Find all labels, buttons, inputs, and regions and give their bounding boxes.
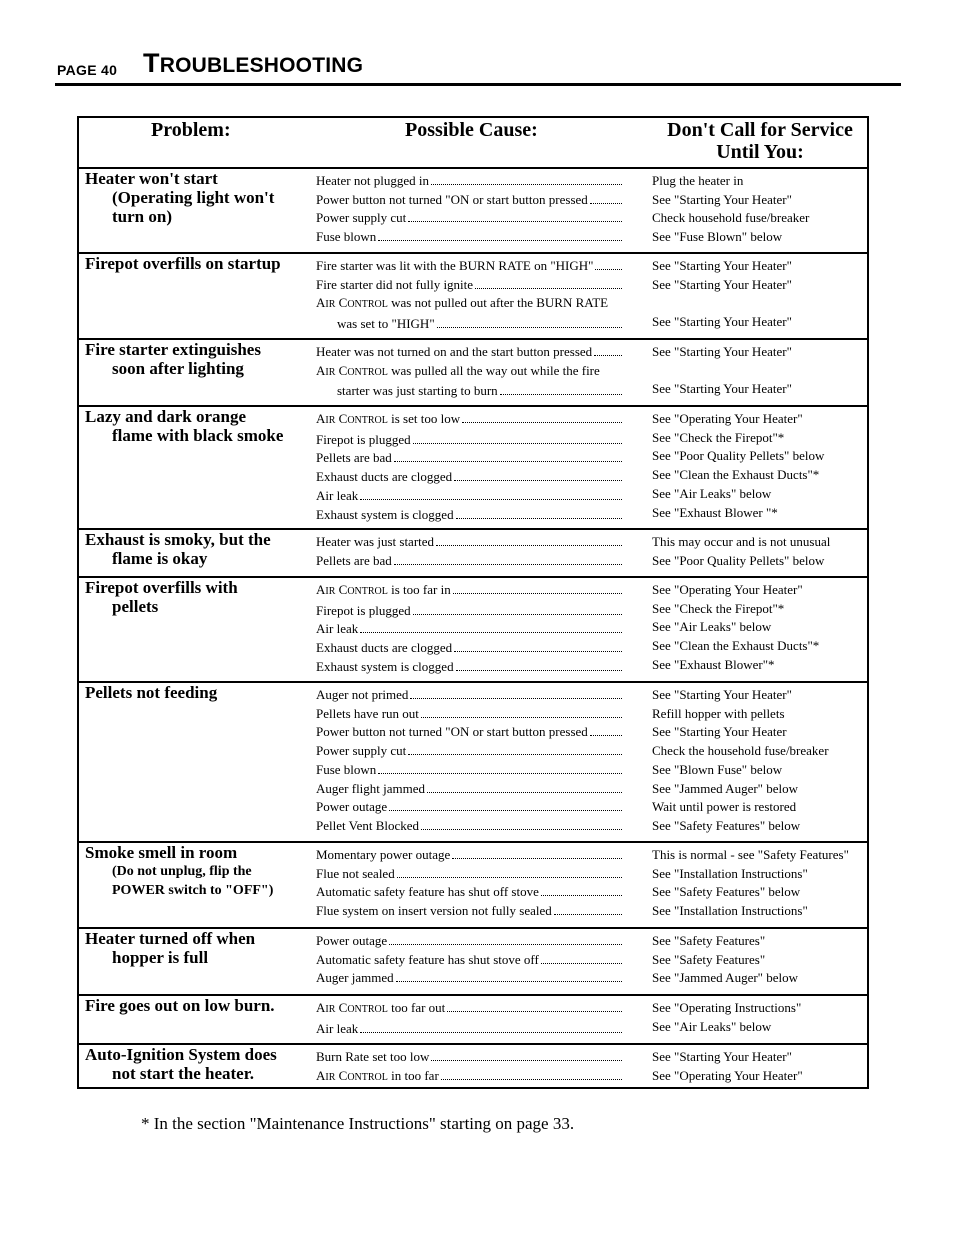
cause-cell: [316, 846, 622, 921]
service-item: Refill hopper with pellets: [652, 705, 785, 721]
service-item: See "Check the Firepot"*: [652, 429, 785, 445]
problem-note: POWER switch to "OFF"): [112, 883, 274, 898]
cause-item: [316, 468, 622, 487]
cause-text: Fire starter did not fully ignite: [316, 276, 474, 292]
service-cell: [652, 533, 870, 570]
problem-text: Heater won't start: [85, 169, 218, 188]
cause-item: [316, 902, 622, 921]
problem-cell: [85, 683, 307, 702]
dot-leader: [437, 327, 622, 328]
cause-text: Pellet Vent Blocked: [316, 817, 420, 833]
cause-item: [316, 999, 622, 1020]
column-header-service: Don't Call for Service Until You:: [667, 119, 853, 163]
cause-item: [316, 686, 622, 705]
service-item: Check the household fuse/breaker: [652, 743, 829, 759]
cause-item: [316, 798, 622, 817]
dot-leader: [427, 792, 622, 793]
service-item: See "Clean the Exhaust Ducts"*: [652, 638, 820, 654]
cause-item: [316, 761, 622, 780]
cause-item: [316, 410, 622, 431]
service-item: See "Starting Your Heater": [652, 687, 792, 702]
cause-text: Exhaust system is clogged: [316, 506, 454, 522]
dot-leader: [360, 499, 622, 500]
service-item: See "Starting Your Heater": [652, 276, 792, 292]
cause-item: [316, 723, 622, 742]
problem-cell: [85, 578, 307, 616]
cause-item: [316, 620, 622, 639]
table-row: [79, 929, 867, 996]
dot-leader: [394, 564, 622, 565]
problem-text: Fire goes out on low burn.: [85, 996, 275, 1015]
table-row: [79, 169, 867, 254]
column-header-cause: Possible Cause:: [405, 119, 538, 141]
dot-leader: [454, 651, 622, 652]
dot-leader: [408, 754, 622, 755]
cause-text: Power supply cut: [316, 743, 407, 759]
service-item: See "Check the Firepot"*: [652, 600, 785, 616]
cause-text: Air leak: [316, 1020, 359, 1036]
dot-leader: [452, 858, 622, 859]
problem-cell: [85, 254, 307, 273]
service-item: See "Operating Your Heater": [652, 411, 803, 426]
cause-text: Pellets have run out: [316, 705, 419, 721]
dot-leader: [447, 1011, 622, 1012]
service-item: See "Safety Features" below: [652, 817, 801, 833]
dot-leader: [554, 914, 622, 915]
problem-text: Exhaust is smoky, but the: [85, 530, 271, 549]
cause-text: Air leak: [316, 487, 359, 503]
cause-text: Power button not turned "ON or start button pressed: [316, 724, 588, 740]
cause-item: [316, 343, 622, 362]
service-item: This is normal - see "Safety Features": [652, 847, 849, 862]
service-item: See "Clean the Exhaust Ducts"*: [652, 467, 820, 483]
service-item: See "Installation Instructions": [652, 865, 808, 881]
problem-text: hopper is full: [112, 948, 209, 967]
cause-text: starter was just starting to burn: [337, 383, 498, 399]
page-title: [143, 48, 363, 79]
dot-leader: [378, 240, 622, 241]
dot-leader: [421, 829, 622, 830]
problem-text: flame is okay: [112, 549, 208, 568]
cause-item: [316, 552, 622, 571]
table-row: [79, 340, 867, 407]
dot-leader: [436, 545, 622, 546]
cause-text: Fuse blown: [316, 229, 377, 245]
problem-text: (Operating light won't: [112, 188, 275, 207]
cause-cell: [316, 410, 622, 524]
service-item: See "Operating Your Heater": [652, 1067, 803, 1083]
service-cell: [652, 932, 870, 988]
dot-leader: [595, 269, 622, 270]
cause-item: [316, 846, 622, 865]
cause-text: Automatic safety feature has shut stove off: [316, 951, 539, 967]
service-cell: [652, 410, 870, 522]
cause-cell: [316, 999, 622, 1038]
cause-text: was set to "HIGH": [337, 316, 435, 332]
service-cell: [652, 581, 870, 675]
cause-text: Power outage: [316, 799, 388, 815]
dot-leader: [431, 184, 622, 185]
dot-leader: [397, 877, 622, 878]
cause-item: [316, 431, 622, 450]
dot-leader: [378, 773, 622, 774]
service-item: See "Poor Quality Pellets" below: [652, 448, 825, 464]
problem-text: Fire starter extinguishes: [85, 340, 261, 359]
service-item: See "Safety Features" below: [652, 884, 801, 900]
service-item: See "Fuse Blown" below: [652, 229, 783, 245]
cause-item: [316, 932, 622, 951]
dot-leader: [453, 593, 622, 594]
dot-leader: [454, 480, 622, 481]
cause-item: [316, 209, 622, 228]
cause-text: Pellets are bad: [316, 552, 392, 568]
cause-text: Power supply cut: [316, 210, 407, 226]
cause-text: Fire starter was lit with the BURN RATE on "HIGH": [316, 258, 594, 273]
service-item: See "Starting Your Heater": [652, 191, 792, 207]
cause-cell: [316, 932, 622, 988]
cause-text: Firepot is plugged: [316, 602, 411, 618]
cause-item: [316, 276, 622, 295]
dot-leader: [413, 614, 622, 615]
cause-text: Power button not turned "ON or start button pressed: [316, 191, 588, 207]
service-item: See "Safety Features": [652, 933, 766, 948]
cause-item: [316, 506, 622, 525]
service-item: [652, 362, 870, 381]
cause-cell: [316, 1048, 622, 1087]
page-title-rest: ROUBLESHOOTING: [159, 54, 364, 77]
dot-leader: [462, 422, 622, 423]
page-title-initial: T: [143, 48, 160, 78]
cause-text: Exhaust system is clogged: [316, 658, 454, 674]
cause-text: Auger jammed: [316, 970, 394, 986]
cause-text: Auger not primed: [316, 687, 409, 702]
cause-cell: [316, 257, 622, 334]
service-item: See "Poor Quality Pellets" below: [652, 552, 825, 568]
cause-item: [316, 883, 622, 902]
problem-cell: [85, 1045, 307, 1083]
table-row: [79, 407, 867, 530]
problem-note: (Do not unplug, flip the: [112, 864, 252, 879]
dot-leader: [396, 981, 622, 982]
dot-leader: [389, 810, 622, 811]
troubleshooting-table: [77, 116, 869, 1089]
cause-item: [316, 1067, 622, 1088]
dot-leader: [590, 203, 622, 204]
dot-leader: [500, 394, 622, 395]
dot-leader: [360, 1032, 622, 1033]
service-item: See "Starting Your Heater": [652, 381, 792, 397]
cause-cell: [316, 343, 622, 401]
service-item: See "Air Leaks" below: [652, 485, 772, 501]
dot-leader: [590, 735, 622, 736]
service-item: See "Starting Your Heater": [652, 258, 792, 273]
service-cell: [652, 686, 870, 836]
cause-item: [316, 951, 622, 970]
table-body: [79, 169, 867, 1093]
table-row: [79, 254, 867, 340]
cause-item: [316, 294, 622, 315]
problem-text: Auto-Ignition System does: [85, 1045, 277, 1064]
column-header-problem: Problem:: [151, 119, 231, 141]
problem-text: Firepot overfills on startup: [85, 254, 281, 273]
cause-item: [316, 1048, 622, 1067]
service-item: See "Operating Instructions": [652, 1000, 802, 1015]
cause-text: Flue system on insert version not fully sealed: [316, 903, 552, 919]
problem-cell: [85, 169, 307, 226]
service-item: See "Exhaust Blower"*: [652, 656, 775, 672]
cause-text: Flue not sealed: [316, 865, 395, 881]
cause-cell: [316, 533, 622, 570]
cause-item: [316, 742, 622, 761]
cause-text: AIR CONTROL in too far: [316, 1067, 439, 1083]
dot-leader: [360, 632, 622, 633]
cause-text: Momentary power outage: [316, 847, 451, 862]
dot-leader: [408, 221, 622, 222]
problem-text: turn on): [112, 207, 172, 226]
cause-item: [316, 449, 622, 468]
dot-leader: [441, 1079, 622, 1080]
cause-item: [316, 257, 622, 276]
cause-item: [316, 581, 622, 602]
dot-leader: [541, 963, 622, 964]
dot-leader: [413, 443, 622, 444]
dot-leader: [541, 895, 622, 896]
cause-text: Power outage: [316, 933, 388, 948]
problem-text: Firepot overfills with: [85, 578, 238, 597]
service-item: See "Installation Instructions": [652, 903, 808, 919]
service-item: See "Starting Your Heater": [652, 1049, 792, 1064]
service-cell: [652, 172, 870, 247]
service-cell: [652, 846, 870, 921]
service-item: Check household fuse/breaker: [652, 210, 810, 226]
service-item: See "Starting Your Heater": [652, 314, 792, 330]
dot-leader: [475, 288, 622, 289]
cause-item: [316, 533, 622, 552]
service-item: See "Exhaust Blower "*: [652, 504, 778, 520]
problem-cell: [85, 843, 307, 900]
table-row: [79, 843, 867, 929]
dot-leader: [421, 717, 622, 718]
cause-item: [316, 362, 622, 383]
service-item: See "Operating Your Heater": [652, 582, 803, 597]
service-item: See "Jammed Auger" below: [652, 780, 798, 796]
cause-cell: [316, 581, 622, 677]
service-item: See "Starting Your Heater": [652, 344, 792, 359]
table-row: [79, 578, 867, 683]
service-item: Wait until power is restored: [652, 799, 797, 815]
problem-cell: [85, 340, 307, 378]
service-item: This may occur and is not unusual: [652, 534, 831, 549]
cause-text: Auger flight jammed: [316, 780, 426, 796]
dot-leader: [394, 461, 622, 462]
problem-text: flame with black smoke: [112, 426, 284, 445]
cause-item: [316, 639, 622, 658]
service-item: See "Air Leaks" below: [652, 1018, 772, 1034]
cause-cell: [316, 172, 622, 247]
cause-item: [316, 1020, 622, 1039]
cause-text: Firepot is plugged: [316, 431, 411, 447]
dot-leader: [389, 944, 622, 945]
problem-text: not start the heater.: [112, 1064, 254, 1083]
cause-text: Burn Rate set too low: [316, 1049, 430, 1064]
service-item: See "Starting Your Heater: [652, 724, 787, 740]
problem-text: Smoke smell in room: [85, 843, 238, 862]
dot-leader: [410, 698, 622, 699]
service-item: See "Safety Features": [652, 951, 766, 967]
service-cell: [652, 1048, 870, 1085]
problem-text: Pellets not feeding: [85, 683, 218, 702]
cause-text: Heater not plugged in: [316, 173, 429, 188]
table-row: [79, 1045, 867, 1093]
cause-item: [316, 191, 622, 210]
cause-item: [316, 865, 622, 884]
dot-leader: [456, 518, 622, 519]
cause-item: [316, 382, 622, 401]
table-row: [79, 530, 867, 578]
cause-text: AIR CONTROL is too far in: [316, 582, 451, 597]
problem-cell: [85, 929, 307, 967]
cause-text: Exhaust ducts are clogged: [316, 640, 453, 656]
cause-item: [316, 172, 622, 191]
cause-text: Exhaust ducts are clogged: [316, 469, 453, 485]
problem-text: soon after lighting: [112, 359, 244, 378]
service-cell: [652, 343, 870, 399]
service-item: Plug the heater in: [652, 173, 744, 188]
service-item: [652, 294, 870, 313]
dot-leader: [456, 670, 622, 671]
problem-text: Lazy and dark orange: [85, 407, 247, 426]
cause-item: [316, 705, 622, 724]
dot-leader: [594, 355, 622, 356]
table-header: [79, 118, 867, 169]
service-cell: [652, 999, 870, 1036]
cause-text: Heater was just started: [316, 534, 435, 549]
cause-text: AIR CONTROL was pulled all the way out while the fire: [316, 362, 600, 378]
cause-item: [316, 602, 622, 621]
cause-item: [316, 780, 622, 799]
cause-item: [316, 228, 622, 247]
problem-cell: [85, 530, 307, 568]
cause-item: [316, 487, 622, 506]
table-row: [79, 683, 867, 843]
problem-cell: [85, 996, 307, 1015]
cause-text: AIR CONTROL is set too low: [316, 411, 461, 426]
service-cell: [652, 257, 870, 332]
problem-text: pellets: [112, 597, 159, 616]
cause-text: Automatic safety feature has shut off stove: [316, 884, 539, 900]
cause-item: [316, 969, 622, 988]
cause-item: [316, 315, 622, 334]
cause-text: Air leak: [316, 621, 359, 637]
cause-cell: [316, 686, 622, 836]
table-row: [79, 996, 867, 1045]
problem-cell: [85, 407, 307, 445]
cause-text: Fuse blown: [316, 761, 377, 777]
service-item: See "Blown Fuse" below: [652, 761, 783, 777]
cause-text: Pellets are bad: [316, 450, 392, 466]
cause-text: AIR CONTROL too far out: [316, 1000, 446, 1015]
dot-leader: [431, 1060, 622, 1061]
service-item: See "Air Leaks" below: [652, 619, 772, 635]
footnote: * In the section "Maintenance Instructions" starting on page 33.: [141, 1114, 575, 1133]
service-item: See "Jammed Auger" below: [652, 970, 798, 986]
cause-item: [316, 817, 622, 836]
cause-text: Heater was not turned on and the start button pressed: [316, 344, 593, 359]
problem-text: Heater turned off when: [85, 929, 256, 948]
page-number: PAGE 40: [57, 62, 118, 78]
page-header: [55, 48, 901, 86]
cause-text: AIR CONTROL was not pulled out after the BURN RATE: [316, 295, 609, 311]
cause-item: [316, 658, 622, 677]
